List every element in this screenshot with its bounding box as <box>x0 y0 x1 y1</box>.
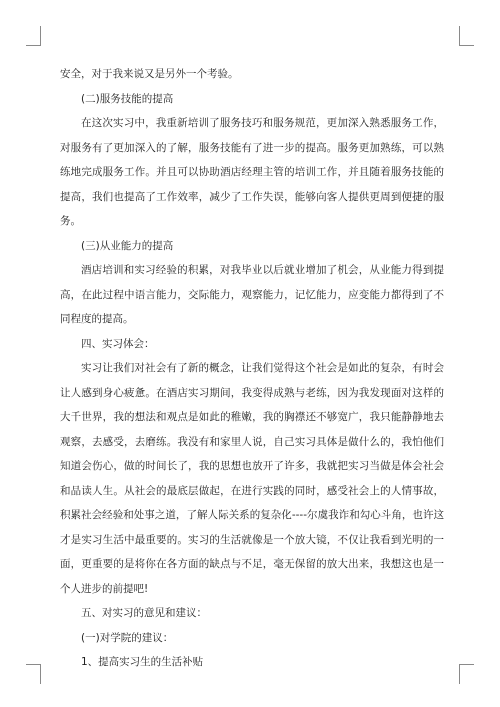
crop-mark-top-right-horizontal <box>459 45 474 46</box>
paragraph-service-skills: 在这次实习中，我重新培训了服务技巧和服务规范，更加深入熟悉服务工作，对服务有了更加深入的了解，服务技能有了进一步的提高。服务更加熟练，可以熟练地完成服务工作。并且可以协助酒店经理主管的培训工作，并且随着服务技能的提高，我们也提高了工作效率，减少了工作失误，能够向客人提供更周到便捷的服务。 <box>60 117 444 227</box>
list-item-living-allowance: 1、提高实习生的生活补贴 <box>81 656 204 668</box>
crop-mark-top-left-horizontal <box>26 45 41 46</box>
document-body <box>60 62 444 675</box>
paragraph-internship-reflection: 实习让我们对社会有了新的概念，让我们觉得这个社会是如此的复杂，有时会让人感到身心疲惫。在酒店实习期间，我变得成熟与老练，因为我发现面对这样的大千世界，我的想法和观点是如此的稚嫩，我的胸襟还不够宽广，我只能静静地去观察，去感受，去磨练。我没有和家里人说，自己实习具体是做什么的，我怕他们知道会伤心，做的时间长了，我的思想也放开了许多，我就把实习当做是体会社会和品读人生。从社会的最底层做起，在进行实践的同时，感受社会上的人情事故，积累社会经验和处事之道，了解人际关系的复杂化----尔虞我诈和勾心斗角，也许这才是实习生活中最重要的。实习的生活就像是一个放大镜，不仅让我看到光明的一面，更重要的是将你在各方面的缺点与不足，毫无保留的放大出来，我想这也是一个人进步的前提吧! <box>60 362 444 595</box>
paragraph-employment-ability: 酒店培训和实习经验的积累，对我毕业以后就业增加了机会，从业能力得到提高，在此过程中语言能力，交际能力，观察能力，记忆能力，应变能力都得到了不同程度的提高。 <box>60 264 444 325</box>
paragraph-continuation: 安全，对于我来说又是另外一个考验。 <box>60 68 239 80</box>
section-heading-college-suggestions: (一)对学院的建议： <box>81 631 174 644</box>
crop-mark-bottom-left-vertical <box>40 664 41 684</box>
section-heading-internship-reflection: 四、实习体会： <box>81 337 155 350</box>
crop-mark-bottom-right-vertical <box>459 664 460 684</box>
crop-mark-bottom-right-horizontal <box>459 664 474 665</box>
section-heading-opinions-suggestions: 五、对实习的意见和建议： <box>81 607 207 619</box>
section-heading-employment-ability: (三)从业能力的提高 <box>81 239 174 252</box>
crop-mark-bottom-left-horizontal <box>26 664 41 665</box>
section-heading-service-skills: (二)服务技能的提高 <box>81 92 174 105</box>
crop-mark-top-left-vertical <box>40 26 41 46</box>
crop-mark-top-right-vertical <box>459 26 460 46</box>
